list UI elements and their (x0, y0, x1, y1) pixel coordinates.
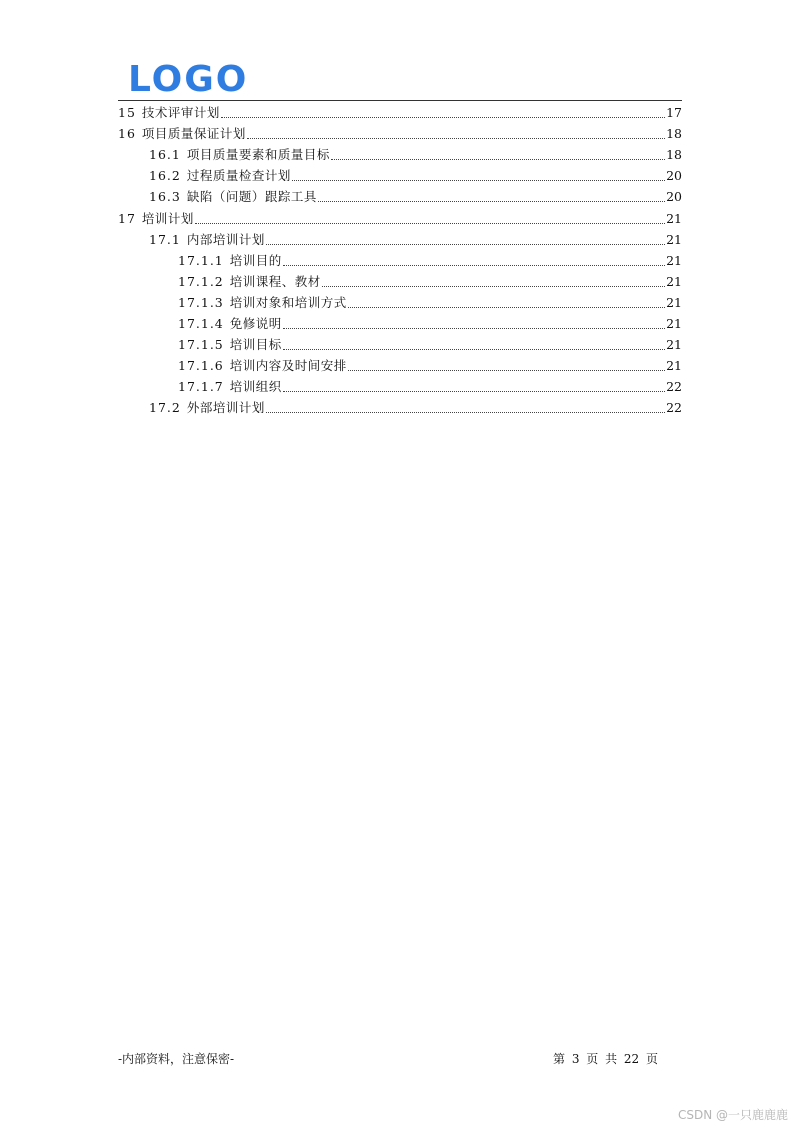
toc-entry-number: 17.1.1 (178, 252, 224, 268)
toc-entry-page-number: 21 (666, 231, 682, 247)
toc-entry-page-number: 18 (666, 126, 682, 142)
toc-dot-leader (195, 223, 665, 224)
toc-entry-number: 16 (118, 126, 136, 142)
toc-entry-title: 培训目的 (229, 252, 282, 268)
toc-entry[interactable] (118, 229, 682, 250)
toc-dot-leader (331, 159, 665, 160)
toc-dot-leader (266, 244, 665, 245)
toc-entry-number: 16.1 (149, 147, 181, 163)
toc-entry-page-number: 22 (666, 400, 682, 416)
toc-entry-number: 17.1.6 (178, 358, 224, 374)
toc-entry[interactable] (118, 334, 682, 355)
toc-entry-number: 17.1.4 (178, 316, 224, 332)
footer-confidential-note: -内部资料，注意保密- (118, 1052, 235, 1066)
toc-entry-page-number: 22 (666, 379, 682, 395)
toc-entry-number: 17.2 (149, 400, 181, 416)
toc-entry-page-number: 17 (666, 105, 682, 121)
toc-entry-page-number: 21 (666, 252, 682, 268)
toc-entry[interactable] (118, 144, 682, 165)
toc-entry[interactable] (118, 250, 682, 271)
toc-dot-leader (348, 307, 665, 308)
toc-entry-page-number: 21 (666, 294, 682, 310)
toc-entry-number: 17.1 (149, 231, 181, 247)
toc-entry-number: 15 (118, 105, 136, 121)
toc-entry-title: 项目质量保证计划 (141, 126, 246, 142)
toc-entry-page-number: 18 (666, 147, 682, 163)
toc-dot-leader (221, 117, 665, 118)
toc-dot-leader (266, 412, 665, 413)
toc-dot-leader (292, 180, 665, 181)
toc-entry[interactable] (118, 292, 682, 313)
toc-entry-page-number: 21 (666, 316, 682, 332)
toc-entry-number: 17 (118, 210, 136, 226)
toc-entry[interactable] (118, 102, 682, 123)
toc-entry[interactable] (118, 355, 682, 376)
toc-entry-page-number: 21 (666, 337, 682, 353)
toc-entry[interactable] (118, 313, 682, 334)
toc-entry-title: 培训对象和培训方式 (229, 294, 347, 310)
toc-dot-leader (322, 286, 665, 287)
toc-entry[interactable] (118, 376, 682, 397)
toc-entry-title: 技术评审计划 (141, 105, 220, 121)
toc-dot-leader (318, 201, 665, 202)
toc-entry-number: 16.2 (149, 168, 181, 184)
toc-dot-leader (348, 370, 665, 371)
toc-entry[interactable] (118, 165, 682, 186)
toc-dot-leader (283, 328, 665, 329)
toc-entry-number: 17.1.3 (178, 294, 224, 310)
toc-entry-title: 培训课程、教材 (229, 273, 321, 289)
watermark: CSDN @一只鹿鹿鹿 (677, 1108, 788, 1122)
toc-entry-title: 缺陷（问题）跟踪工具 (186, 189, 317, 205)
toc-entry[interactable] (118, 207, 682, 228)
toc-entry[interactable] (118, 123, 682, 144)
toc-entry-title: 培训内容及时间安排 (229, 358, 347, 374)
toc-entry[interactable] (118, 397, 682, 418)
toc-entry-title: 培训目标 (229, 337, 282, 353)
toc-dot-leader (283, 265, 665, 266)
toc-entry-title: 免修说明 (229, 316, 282, 332)
toc-entry-number: 17.1.5 (178, 337, 224, 353)
toc-entry-title: 项目质量要素和质量目标 (186, 147, 330, 163)
table-of-contents (118, 102, 682, 418)
toc-entry-title: 培训计划 (141, 210, 194, 226)
toc-entry-number: 17.1.2 (178, 273, 224, 289)
toc-entry-title: 过程质量检查计划 (186, 168, 291, 184)
footer-page-info: 第 3 页 共 22 页 (553, 1052, 658, 1066)
toc-entry[interactable] (118, 271, 682, 292)
toc-entry-page-number: 21 (666, 210, 682, 226)
logo: LOGO (128, 59, 249, 100)
toc-entry-page-number: 20 (666, 168, 682, 184)
toc-entry[interactable] (118, 186, 682, 207)
toc-entry-title: 内部培训计划 (186, 231, 265, 247)
toc-dot-leader (247, 138, 665, 139)
toc-entry-page-number: 21 (666, 273, 682, 289)
toc-dot-leader (283, 349, 665, 350)
toc-entry-number: 16.3 (149, 189, 181, 205)
toc-entry-title: 外部培训计划 (186, 400, 265, 416)
toc-entry-title: 培训组织 (229, 379, 282, 395)
toc-dot-leader (283, 391, 665, 392)
toc-entry-page-number: 21 (666, 358, 682, 374)
toc-entry-page-number: 20 (666, 189, 682, 205)
toc-entry-number: 17.1.7 (178, 379, 224, 395)
header-divider (118, 100, 682, 101)
